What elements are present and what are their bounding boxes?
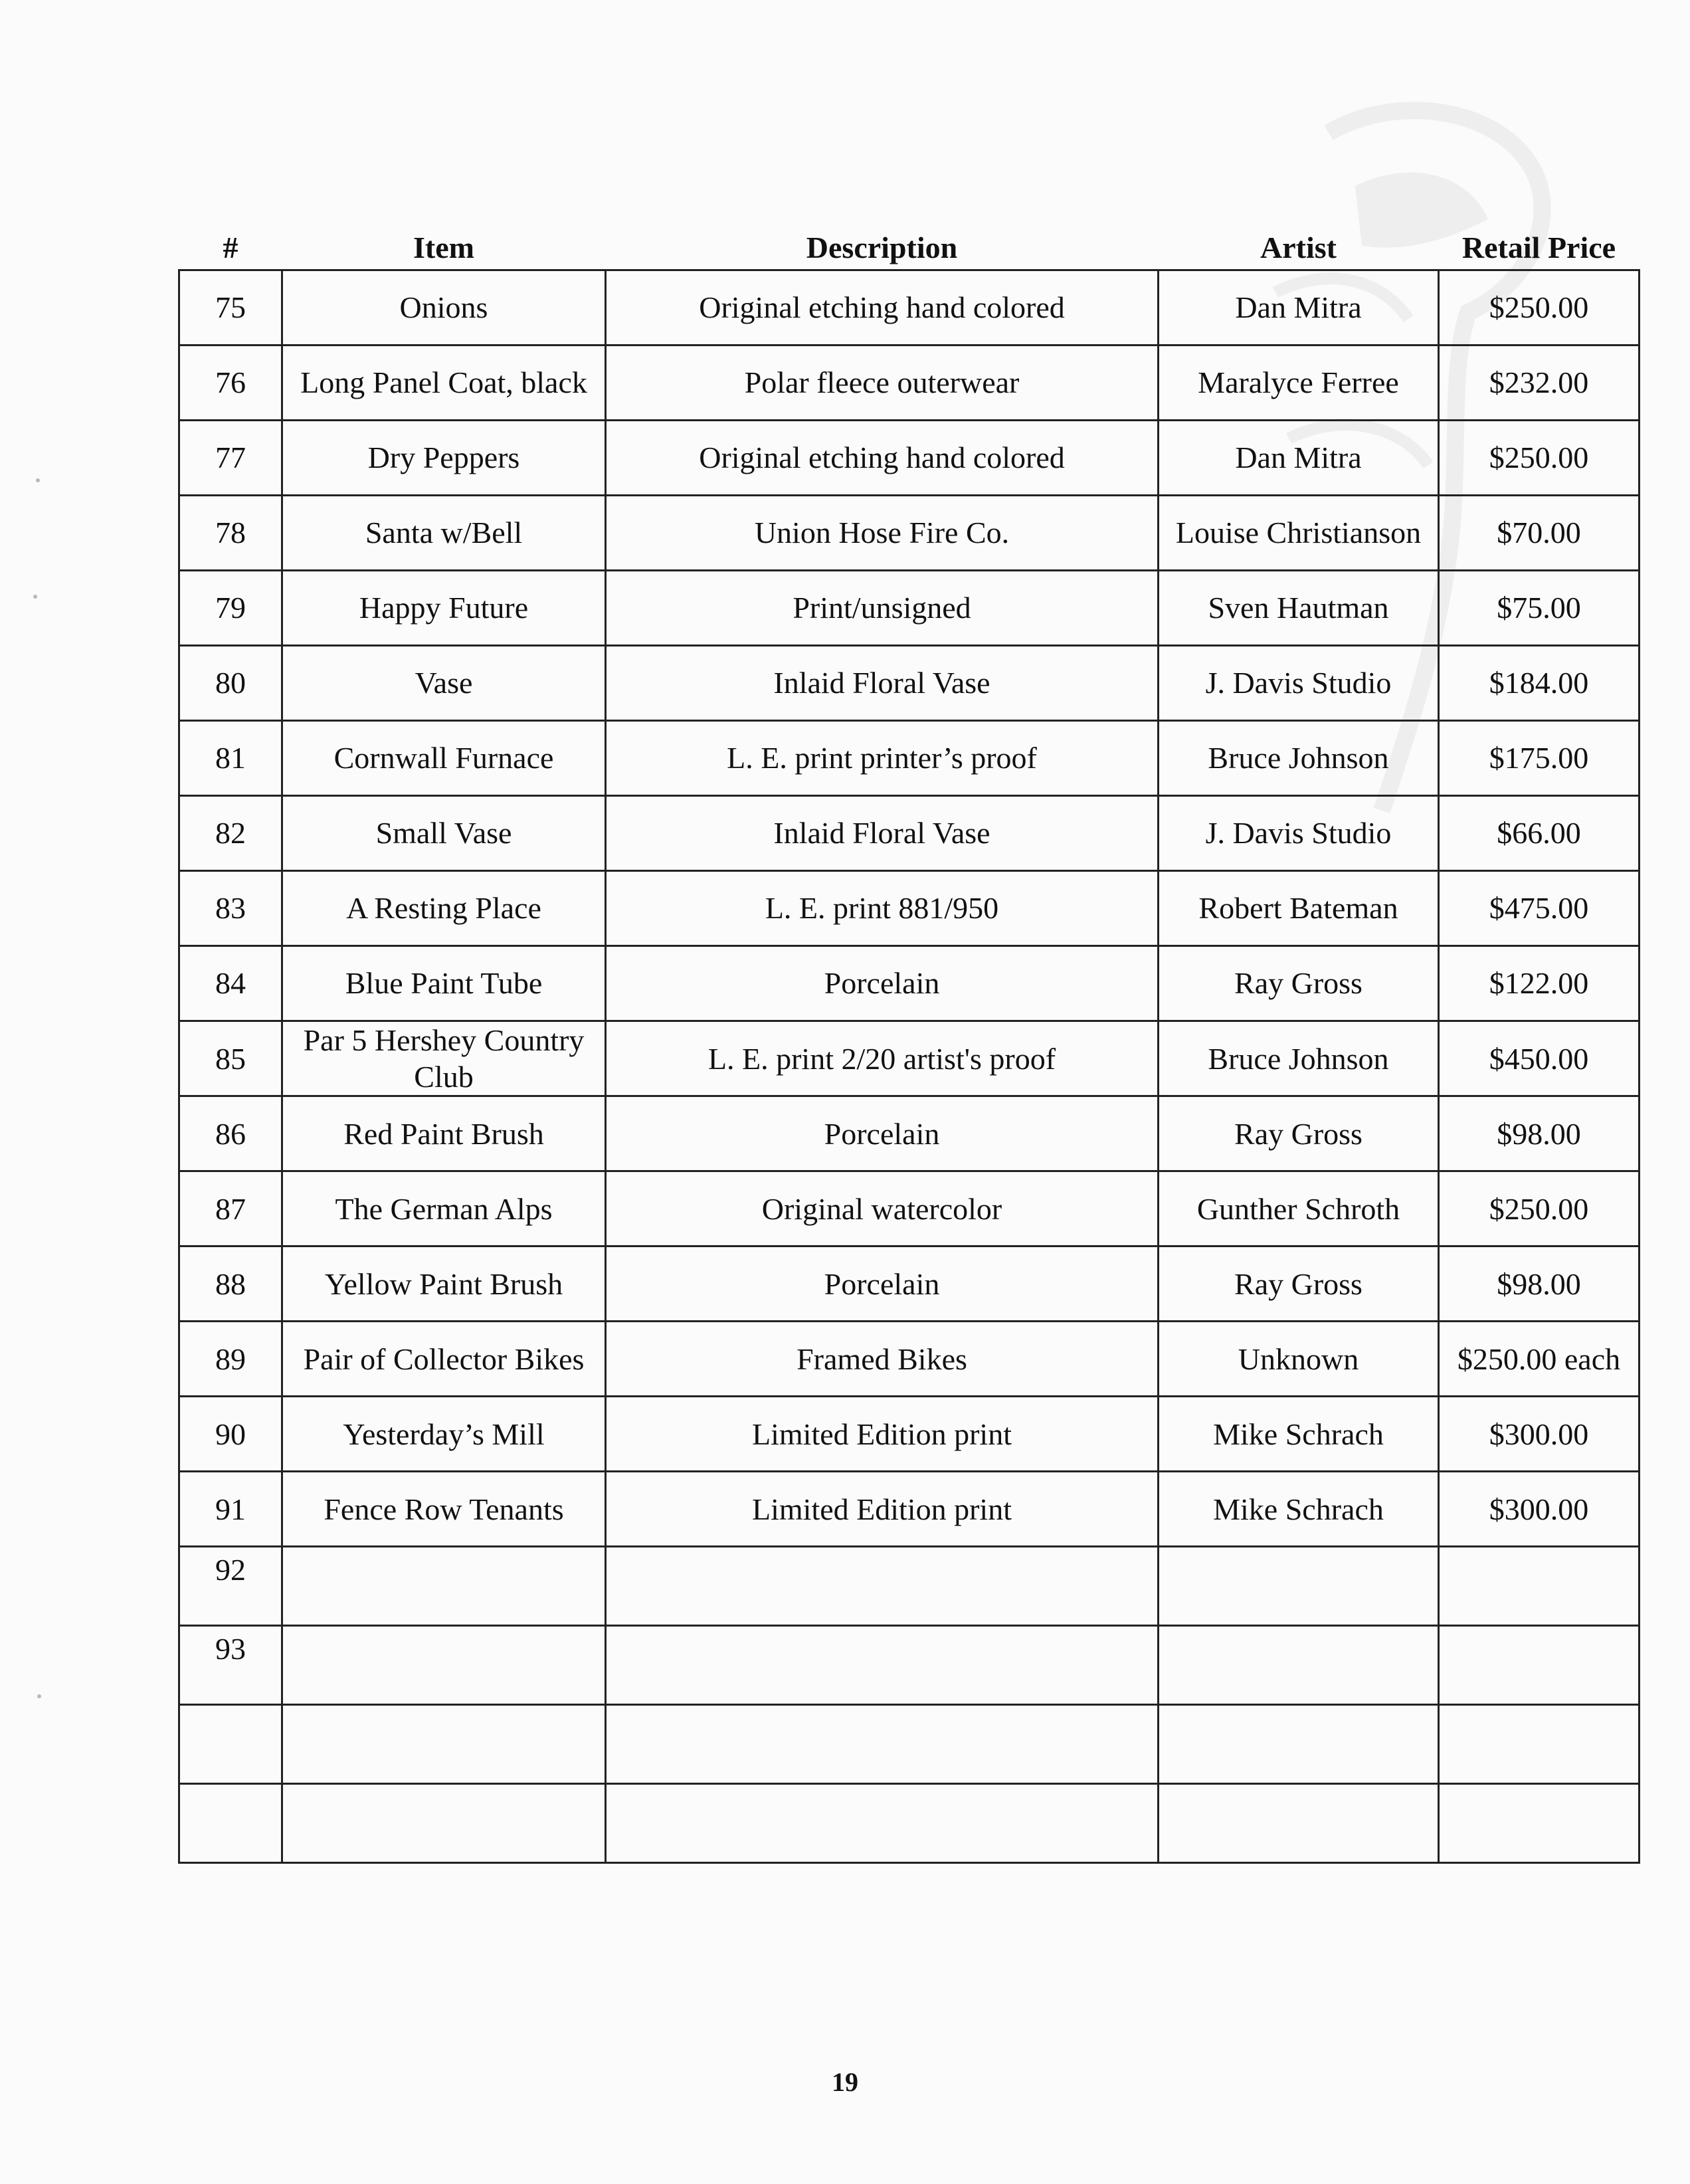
item-description-cell: Inlaid Floral Vase — [606, 796, 1159, 871]
item-description-cell: L. E. print 881/950 — [606, 871, 1159, 946]
item-description-cell: Print/unsigned — [606, 571, 1159, 646]
item-number-cell: 93 — [179, 1626, 282, 1705]
table-row — [179, 1322, 1640, 1397]
item-name-cell: Small Vase — [282, 796, 606, 871]
table-row — [179, 1021, 1640, 1096]
item-artist-cell: Gunther Schroth — [1159, 1171, 1439, 1246]
column-header-artist: Artist — [1260, 231, 1337, 264]
item-price-cell: $250.00 each — [1439, 1322, 1640, 1397]
table-row — [179, 1171, 1640, 1246]
item-artist-cell: Ray Gross — [1159, 946, 1439, 1021]
table-row — [179, 1784, 1640, 1863]
table-row — [179, 1246, 1640, 1322]
item-name-cell: Yellow Paint Brush — [282, 1246, 606, 1322]
column-header-retail-price: Retail Price — [1461, 231, 1616, 264]
item-name-cell — [282, 1784, 606, 1863]
item-price-cell: $250.00 — [1439, 421, 1640, 496]
table-row — [179, 1705, 1640, 1784]
item-price-cell — [1439, 1705, 1640, 1784]
item-artist-cell: Dan Mitra — [1159, 270, 1439, 346]
column-header-description: Description — [806, 231, 958, 264]
page-number: 19 — [832, 2067, 858, 2097]
item-number-cell — [179, 1784, 282, 1863]
table-row — [179, 421, 1640, 496]
item-number-cell: 90 — [179, 1397, 282, 1472]
item-price-cell: $98.00 — [1439, 1096, 1640, 1171]
item-name-cell: Cornwall Furnace — [282, 721, 606, 796]
item-name-cell: Red Paint Brush — [282, 1096, 606, 1171]
item-artist-cell: Mike Schrach — [1159, 1472, 1439, 1547]
table-row — [179, 1547, 1640, 1626]
item-price-cell: $98.00 — [1439, 1246, 1640, 1322]
item-name-cell: Vase — [282, 646, 606, 721]
item-artist-cell: J. Davis Studio — [1159, 796, 1439, 871]
item-name-cell — [282, 1547, 606, 1626]
item-description-cell: Inlaid Floral Vase — [606, 646, 1159, 721]
item-number-cell: 91 — [179, 1472, 282, 1547]
item-number-cell: 80 — [179, 646, 282, 721]
column-header-item: Item — [413, 231, 474, 264]
item-number-cell: 84 — [179, 946, 282, 1021]
item-artist-cell: Mike Schrach — [1159, 1397, 1439, 1472]
item-artist-cell — [1159, 1547, 1439, 1626]
item-price-cell: $450.00 — [1439, 1021, 1640, 1096]
item-description-cell: Limited Edition print — [606, 1397, 1159, 1472]
punch-mark — [37, 1694, 41, 1698]
item-price-cell: $232.00 — [1439, 346, 1640, 421]
item-number-cell: 79 — [179, 571, 282, 646]
item-description-cell: Union Hose Fire Co. — [606, 496, 1159, 571]
item-name-cell: Long Panel Coat, black — [282, 346, 606, 421]
table-row — [179, 496, 1640, 571]
item-number-cell: 81 — [179, 721, 282, 796]
item-name-cell: Par 5 Hershey Country Club — [282, 1021, 606, 1096]
item-number-cell: 87 — [179, 1171, 282, 1246]
table-row — [179, 270, 1640, 346]
item-description-cell: Framed Bikes — [606, 1322, 1159, 1397]
auction-items-table — [178, 221, 1640, 1864]
item-name-cell: A Resting Place — [282, 871, 606, 946]
item-description-cell: Original etching hand colored — [606, 270, 1159, 346]
item-name-cell: Onions — [282, 270, 606, 346]
item-number-cell: 76 — [179, 346, 282, 421]
table-row — [179, 721, 1640, 796]
item-artist-cell: Louise Christianson — [1159, 496, 1439, 571]
item-price-cell — [1439, 1784, 1640, 1863]
item-description-cell — [606, 1784, 1159, 1863]
table-row — [179, 946, 1640, 1021]
item-description-cell: L. E. print 2/20 artist's proof — [606, 1021, 1159, 1096]
table-row — [179, 796, 1640, 871]
item-artist-cell: Bruce Johnson — [1159, 1021, 1439, 1096]
item-name-cell: Dry Peppers — [282, 421, 606, 496]
item-name-cell: Yesterday’s Mill — [282, 1397, 606, 1472]
item-number-cell: 77 — [179, 421, 282, 496]
item-number-cell: 92 — [179, 1547, 282, 1626]
item-description-cell — [606, 1626, 1159, 1705]
item-name-cell: Santa w/Bell — [282, 496, 606, 571]
table-header-row — [179, 221, 1640, 270]
item-number-cell: 85 — [179, 1021, 282, 1096]
item-price-cell: $250.00 — [1439, 270, 1640, 346]
item-price-cell: $475.00 — [1439, 871, 1640, 946]
table-row — [179, 871, 1640, 946]
item-description-cell: Porcelain — [606, 946, 1159, 1021]
item-description-cell: Polar fleece outerwear — [606, 346, 1159, 421]
item-price-cell: $75.00 — [1439, 571, 1640, 646]
item-description-cell: Limited Edition print — [606, 1472, 1159, 1547]
item-name-cell: Pair of Collector Bikes — [282, 1322, 606, 1397]
item-number-cell: 82 — [179, 796, 282, 871]
item-artist-cell — [1159, 1705, 1439, 1784]
table-row — [179, 1626, 1640, 1705]
item-number-cell: 78 — [179, 496, 282, 571]
item-artist-cell: Ray Gross — [1159, 1096, 1439, 1171]
item-description-cell: Original etching hand colored — [606, 421, 1159, 496]
punch-mark — [33, 595, 37, 599]
item-number-cell: 86 — [179, 1096, 282, 1171]
item-price-cell: $70.00 — [1439, 496, 1640, 571]
item-description-cell — [606, 1705, 1159, 1784]
item-price-cell — [1439, 1626, 1640, 1705]
item-description-cell: Porcelain — [606, 1246, 1159, 1322]
punch-mark — [36, 478, 40, 482]
item-price-cell: $184.00 — [1439, 646, 1640, 721]
item-price-cell: $175.00 — [1439, 721, 1640, 796]
table-row — [179, 1472, 1640, 1547]
item-number-cell: 88 — [179, 1246, 282, 1322]
item-description-cell: Original watercolor — [606, 1171, 1159, 1246]
item-name-cell: Blue Paint Tube — [282, 946, 606, 1021]
item-artist-cell: Maralyce Ferree — [1159, 346, 1439, 421]
item-name-cell — [282, 1705, 606, 1784]
item-name-cell: Fence Row Tenants — [282, 1472, 606, 1547]
item-price-cell: $250.00 — [1439, 1171, 1640, 1246]
item-artist-cell: Robert Bateman — [1159, 871, 1439, 946]
item-artist-cell: Sven Hautman — [1159, 571, 1439, 646]
item-description-cell — [606, 1547, 1159, 1626]
item-artist-cell: Dan Mitra — [1159, 421, 1439, 496]
table-row — [179, 571, 1640, 646]
item-description-cell: L. E. print printer’s proof — [606, 721, 1159, 796]
item-price-cell — [1439, 1547, 1640, 1626]
item-price-cell: $300.00 — [1439, 1472, 1640, 1547]
item-name-cell: The German Alps — [282, 1171, 606, 1246]
item-artist-cell: J. Davis Studio — [1159, 646, 1439, 721]
item-name-cell — [282, 1626, 606, 1705]
table-row — [179, 1397, 1640, 1472]
column-header-number: # — [223, 231, 238, 264]
item-artist-cell: Bruce Johnson — [1159, 721, 1439, 796]
item-number-cell: 75 — [179, 270, 282, 346]
item-number-cell: 89 — [179, 1322, 282, 1397]
item-price-cell: $122.00 — [1439, 946, 1640, 1021]
item-artist-cell: Unknown — [1159, 1322, 1439, 1397]
table-row — [179, 1096, 1640, 1171]
item-price-cell: $66.00 — [1439, 796, 1640, 871]
item-price-cell: $300.00 — [1439, 1397, 1640, 1472]
item-name-cell: Happy Future — [282, 571, 606, 646]
item-description-cell: Porcelain — [606, 1096, 1159, 1171]
table-row — [179, 646, 1640, 721]
item-artist-cell: Ray Gross — [1159, 1246, 1439, 1322]
item-artist-cell — [1159, 1784, 1439, 1863]
table-row — [179, 346, 1640, 421]
item-number-cell: 83 — [179, 871, 282, 946]
item-number-cell — [179, 1705, 282, 1784]
item-artist-cell — [1159, 1626, 1439, 1705]
